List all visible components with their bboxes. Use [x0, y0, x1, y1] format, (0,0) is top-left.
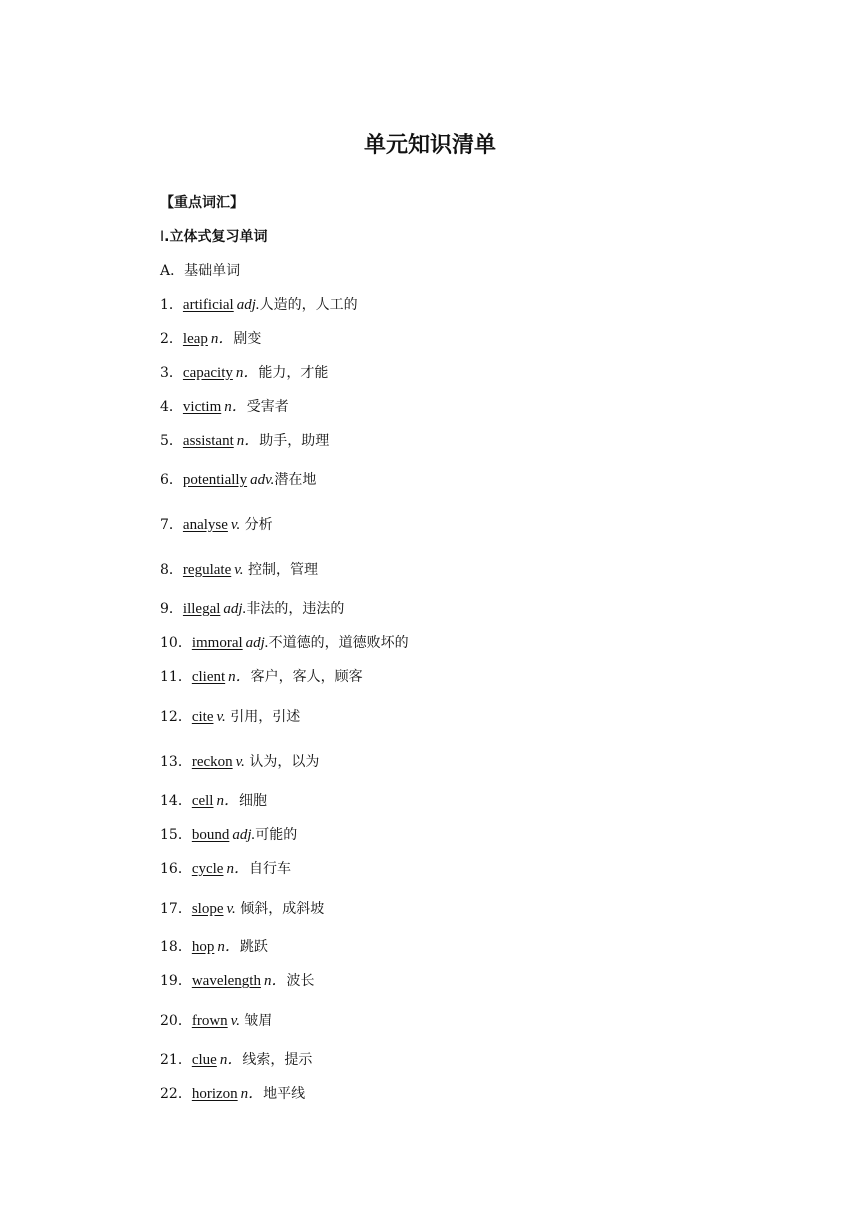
vocab-number: 18． — [160, 939, 192, 955]
vocab-item — [160, 859, 291, 879]
vocab-number: 17． — [160, 901, 192, 917]
vocab-meaning: 自行车 — [248, 861, 291, 877]
vocab-number: 20． — [160, 1013, 192, 1029]
vocab-term: assistant — [182, 433, 234, 449]
vocab-item — [160, 599, 344, 619]
vocab-number: 8． — [160, 562, 183, 578]
vocab-item — [160, 707, 300, 727]
vocab-term: potentially — [182, 472, 248, 488]
vocab-part-of-speech: n． — [236, 433, 260, 449]
vocab-part-of-speech: n． — [240, 1086, 264, 1102]
vocab-part-of-speech: v. — [235, 754, 245, 770]
vocab-meaning: 细胞 — [239, 793, 267, 809]
vocab-number: 9． — [160, 601, 183, 617]
vocab-number: 1． — [160, 297, 183, 313]
vocab-item — [160, 515, 273, 535]
vocab-part-of-speech: adj. — [236, 297, 260, 313]
vocab-term: wavelength — [191, 973, 261, 989]
vocab-part-of-speech: n． — [216, 793, 239, 809]
vocab-term: analyse — [182, 517, 228, 533]
vocab-meaning: 能力，才能 — [258, 365, 329, 381]
vocab-term: frown — [191, 1013, 228, 1029]
vocab-part-of-speech: n． — [219, 1052, 243, 1068]
vocab-term: artificial — [182, 297, 234, 313]
vocab-term: capacity — [182, 365, 233, 381]
vocab-part-of-speech: n． — [217, 939, 240, 955]
vocab-term: cell — [191, 793, 214, 809]
vocab-number: 12． — [160, 709, 192, 725]
vocab-meaning: 皱眉 — [239, 1013, 273, 1029]
vocab-item — [160, 633, 409, 653]
vocab-part-of-speech: v. — [216, 709, 226, 725]
vocab-item — [160, 560, 318, 580]
vocab-term: cite — [191, 709, 214, 725]
vocab-number: 13． — [160, 754, 192, 770]
vocab-item — [160, 329, 261, 349]
subsection-numeral: Ⅰ — [160, 229, 165, 245]
vocab-number: 4． — [160, 399, 183, 415]
vocab-term: horizon — [191, 1086, 238, 1102]
vocab-part-of-speech: n． — [224, 399, 247, 415]
vocab-part-of-speech: n． — [226, 861, 249, 877]
vocab-part-of-speech: adv. — [250, 472, 275, 488]
vocab-meaning: 控制，管理 — [243, 562, 318, 578]
vocab-part-of-speech: n． — [228, 669, 251, 685]
vocab-number: 16． — [160, 861, 192, 877]
vocab-meaning: 认为，以为 — [244, 754, 320, 770]
vocab-term: slope — [191, 901, 224, 917]
vocab-term: illegal — [182, 601, 221, 617]
vocab-part-of-speech: v. — [234, 562, 244, 578]
vocab-item — [160, 1011, 272, 1031]
category-label: A．基础单词 — [160, 263, 241, 279]
vocab-meaning: 非法的，违法的 — [246, 601, 345, 617]
vocab-meaning: 助手，助理 — [259, 433, 330, 449]
vocab-term: bound — [191, 827, 230, 843]
section-heading: 【重点词汇】 — [160, 195, 244, 211]
vocab-number: 2． — [160, 331, 183, 347]
vocab-number: 19． — [160, 973, 192, 989]
vocab-meaning: 受害者 — [246, 399, 289, 415]
vocab-part-of-speech: adj. — [223, 601, 247, 617]
vocab-number: 10． — [160, 635, 192, 651]
vocab-term: regulate — [182, 562, 232, 578]
vocab-part-of-speech: v. — [230, 517, 241, 533]
vocab-part-of-speech: n． — [210, 331, 234, 347]
vocab-item — [160, 1084, 305, 1104]
vocab-part-of-speech: n． — [235, 365, 259, 381]
vocab-item — [160, 791, 267, 811]
vocab-meaning: 跳跃 — [239, 939, 268, 955]
vocab-item — [160, 397, 289, 417]
vocab-term: clue — [191, 1052, 217, 1068]
vocab-item — [160, 667, 363, 687]
subsection-label: .立体式复习单词 — [164, 229, 268, 245]
vocab-item — [160, 295, 358, 315]
vocab-meaning: 剧变 — [233, 331, 262, 347]
vocab-number: 15． — [160, 827, 192, 843]
vocab-number: 21． — [160, 1052, 192, 1068]
vocab-term: hop — [191, 939, 215, 955]
vocab-part-of-speech: adj. — [245, 635, 269, 651]
vocab-term: cycle — [191, 861, 224, 877]
vocab-meaning: 波长 — [286, 973, 315, 989]
vocab-part-of-speech: n． — [263, 973, 287, 989]
vocab-number: 14． — [160, 793, 192, 809]
vocab-number: 5． — [160, 433, 183, 449]
vocab-item — [160, 825, 297, 845]
vocab-item — [160, 937, 268, 957]
vocab-meaning: 人造的，人工的 — [259, 297, 358, 313]
vocab-part-of-speech: adj. — [232, 827, 256, 843]
vocab-meaning: 倾斜，成斜坡 — [235, 901, 325, 917]
vocab-item — [160, 752, 319, 772]
vocab-meaning: 潜在地 — [274, 472, 317, 488]
vocab-term: reckon — [191, 754, 233, 770]
vocab-item — [160, 363, 328, 383]
vocab-term: client — [191, 669, 226, 685]
vocab-part-of-speech: v. — [230, 1013, 240, 1029]
vocab-meaning: 线索，提示 — [242, 1052, 313, 1068]
page-title: 单元知识清单 — [363, 133, 496, 158]
vocab-meaning: 不道德的，道德败坏的 — [268, 635, 409, 651]
vocab-item — [160, 431, 329, 451]
vocab-item — [160, 899, 324, 919]
vocab-term: immoral — [191, 635, 243, 651]
vocab-item — [160, 470, 316, 490]
vocab-term: victim — [182, 399, 222, 415]
vocab-item — [160, 971, 314, 991]
vocab-number: 7． — [160, 517, 183, 533]
vocab-number: 3． — [160, 365, 183, 381]
subsection-heading — [160, 227, 267, 247]
vocab-meaning: 引用，引述 — [225, 709, 301, 725]
vocab-number: 6． — [160, 472, 183, 488]
vocab-term: leap — [182, 331, 208, 347]
vocab-item — [160, 1050, 312, 1070]
vocab-part-of-speech: v. — [226, 901, 236, 917]
vocab-meaning: 可能的 — [255, 827, 298, 843]
vocab-meaning: 客户，客人，顾客 — [250, 669, 363, 685]
vocab-number: 22． — [160, 1086, 192, 1102]
vocab-meaning: 分析 — [240, 517, 273, 533]
vocab-meaning: 地平线 — [263, 1086, 306, 1102]
vocab-number: 11． — [160, 669, 192, 685]
